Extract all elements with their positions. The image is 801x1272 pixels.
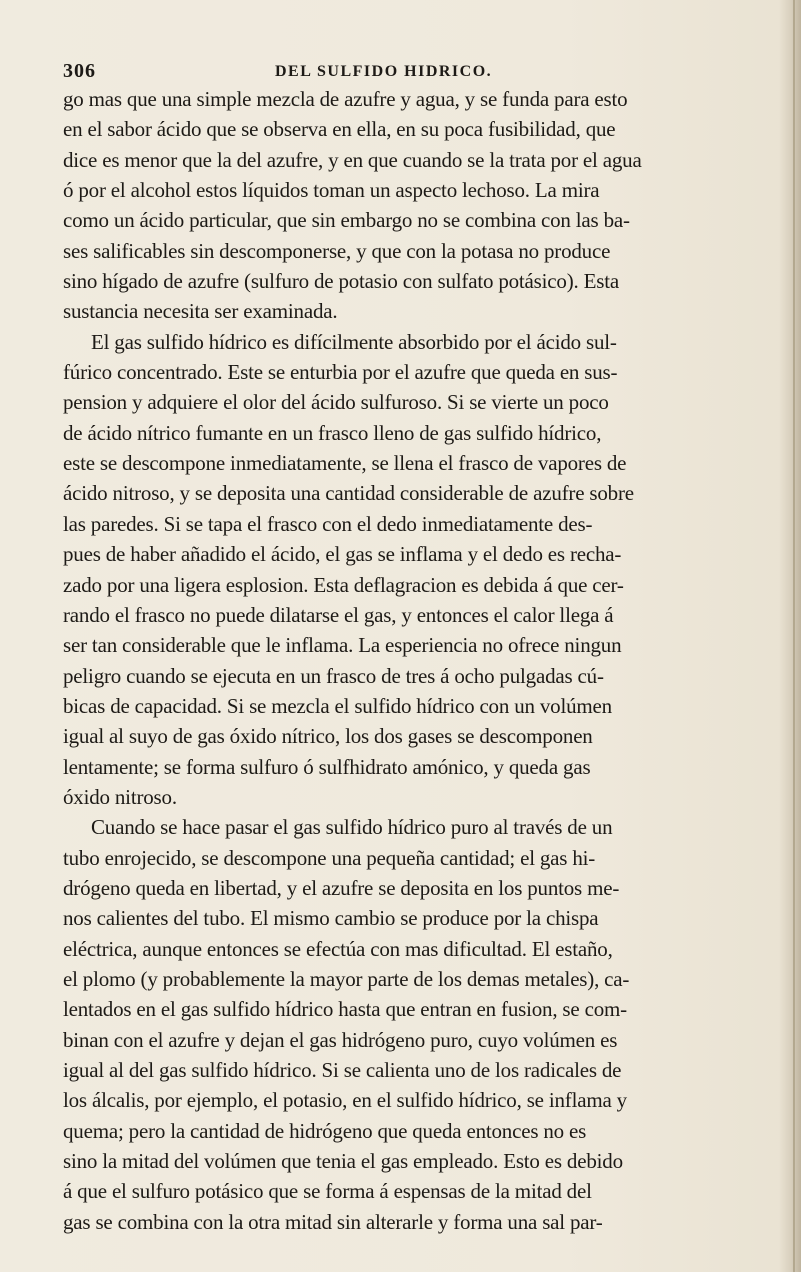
text-line: ses salificables sin descomponerse, y que con la potasa no produce xyxy=(63,238,611,263)
text-line: dice es menor que la del azufre, y en que cuando se la trata por el agua xyxy=(63,147,642,172)
text-line: pension y adquiere el olor del ácido sulfuroso. Si se vierte un poco xyxy=(63,390,609,415)
text-line: fúrico concentrado. Este se enturbia por el azufre que queda en sus- xyxy=(63,360,618,385)
text-line: binan con el azufre y dejan el gas hidrógeno puro, cuyo volúmen es xyxy=(63,1027,618,1052)
text-line: peligro cuando se ejecuta en un frasco de tres á ocho pulgadas cú- xyxy=(63,663,604,688)
text-line: go mas que una simple mezcla de azufre y agua, y se funda para esto xyxy=(63,87,628,111)
page-header xyxy=(63,60,713,86)
text-line: nos calientes del tubo. El mismo cambio se produce por la chispa xyxy=(63,906,599,931)
paragraph-first-line: Cuando se hace pasar el gas sulfido hídrico puro al través de un xyxy=(91,815,613,840)
text-line: igual al del gas sulfido hídrico. Si se calienta uno de los radicales de xyxy=(63,1058,622,1082)
page-edge-line xyxy=(793,0,795,1272)
text-line: rando el frasco no puede dilatarse el gas, y entonces el calor llega á xyxy=(63,602,614,627)
text-line: igual al suyo de gas óxido nítrico, los dos gases se descomponen xyxy=(63,724,593,749)
text-line: ácido nitroso, y se deposita una cantidad considerable de azufre sobre xyxy=(63,481,634,506)
page-edge-shadow xyxy=(779,0,801,1272)
text-line: pues de haber añadido el ácido, el gas se inflama y el dedo es recha- xyxy=(63,542,622,567)
paragraph-first-line: El gas sulfido hídrico es difícilmente absorbido por el ácido sul- xyxy=(91,329,617,354)
text-line: ser tan considerable que le inflama. La esperiencia no ofrece ningun xyxy=(63,633,622,658)
text-line: en el sabor ácido que se observa en ella, en su poca fusibilidad, que xyxy=(63,117,616,142)
body-text xyxy=(63,84,763,1237)
text-line: bicas de capacidad. Si se mezcla el sulfido hídrico con un volúmen xyxy=(63,693,612,718)
text-line: los álcalis, por ejemplo, el potasio, en el sulfido hídrico, se inflama y xyxy=(63,1088,627,1113)
page-number: 306 xyxy=(63,60,96,82)
text-line: ó por el alcohol estos líquidos toman un aspecto lechoso. La mira xyxy=(63,178,600,203)
text-line: el plomo (y probablemente la mayor parte de los demas metales), ca- xyxy=(63,966,630,991)
text-line: sustancia necesita ser examinada. xyxy=(63,299,338,324)
text-line: zado por una ligera esplosion. Esta deflagracion es debida á que cer- xyxy=(63,572,624,597)
text-line: óxido nitroso. xyxy=(63,784,177,809)
text-line: gas se combina con la otra mitad sin alterarle y forma una sal par- xyxy=(63,1209,603,1234)
running-head: DEL SULFIDO HIDRICO. xyxy=(275,63,493,80)
text-line: como un ácido particular, que sin embargo no se combina con las ba- xyxy=(63,208,630,233)
text-line: lentamente; se forma sulfuro ó sulfhidrato amónico, y queda gas xyxy=(63,754,591,779)
text-line: las paredes. Si se tapa el frasco con el dedo inmediatamente des- xyxy=(63,511,593,536)
text-line: sino la mitad del volúmen que tenia el gas empleado. Esto es debido xyxy=(63,1149,623,1174)
text-line: eléctrica, aunque entonces se efectúa con mas dificultad. El estaño, xyxy=(63,936,613,961)
text-line: tubo enrojecido, se descompone una pequeña cantidad; el gas hi- xyxy=(63,845,596,870)
text-line: á que el sulfuro potásico que se forma á espensas de la mitad del xyxy=(63,1179,592,1204)
text-line: drógeno queda en libertad, y el azufre se deposita en los puntos me- xyxy=(63,875,620,900)
text-line: quema; pero la cantidad de hidrógeno que queda entonces no es xyxy=(63,1118,587,1143)
text-line: lentados en el gas sulfido hídrico hasta que entran en fusion, se com- xyxy=(63,997,627,1022)
text-line: sino hígado de azufre (sulfuro de potasio con sulfato potásico). Esta xyxy=(63,269,619,294)
text-line: este se descompone inmediatamente, se llena el frasco de vapores de xyxy=(63,451,627,476)
text-line: de ácido nítrico fumante en un frasco lleno de gas sulfido hídrico, xyxy=(63,420,602,445)
